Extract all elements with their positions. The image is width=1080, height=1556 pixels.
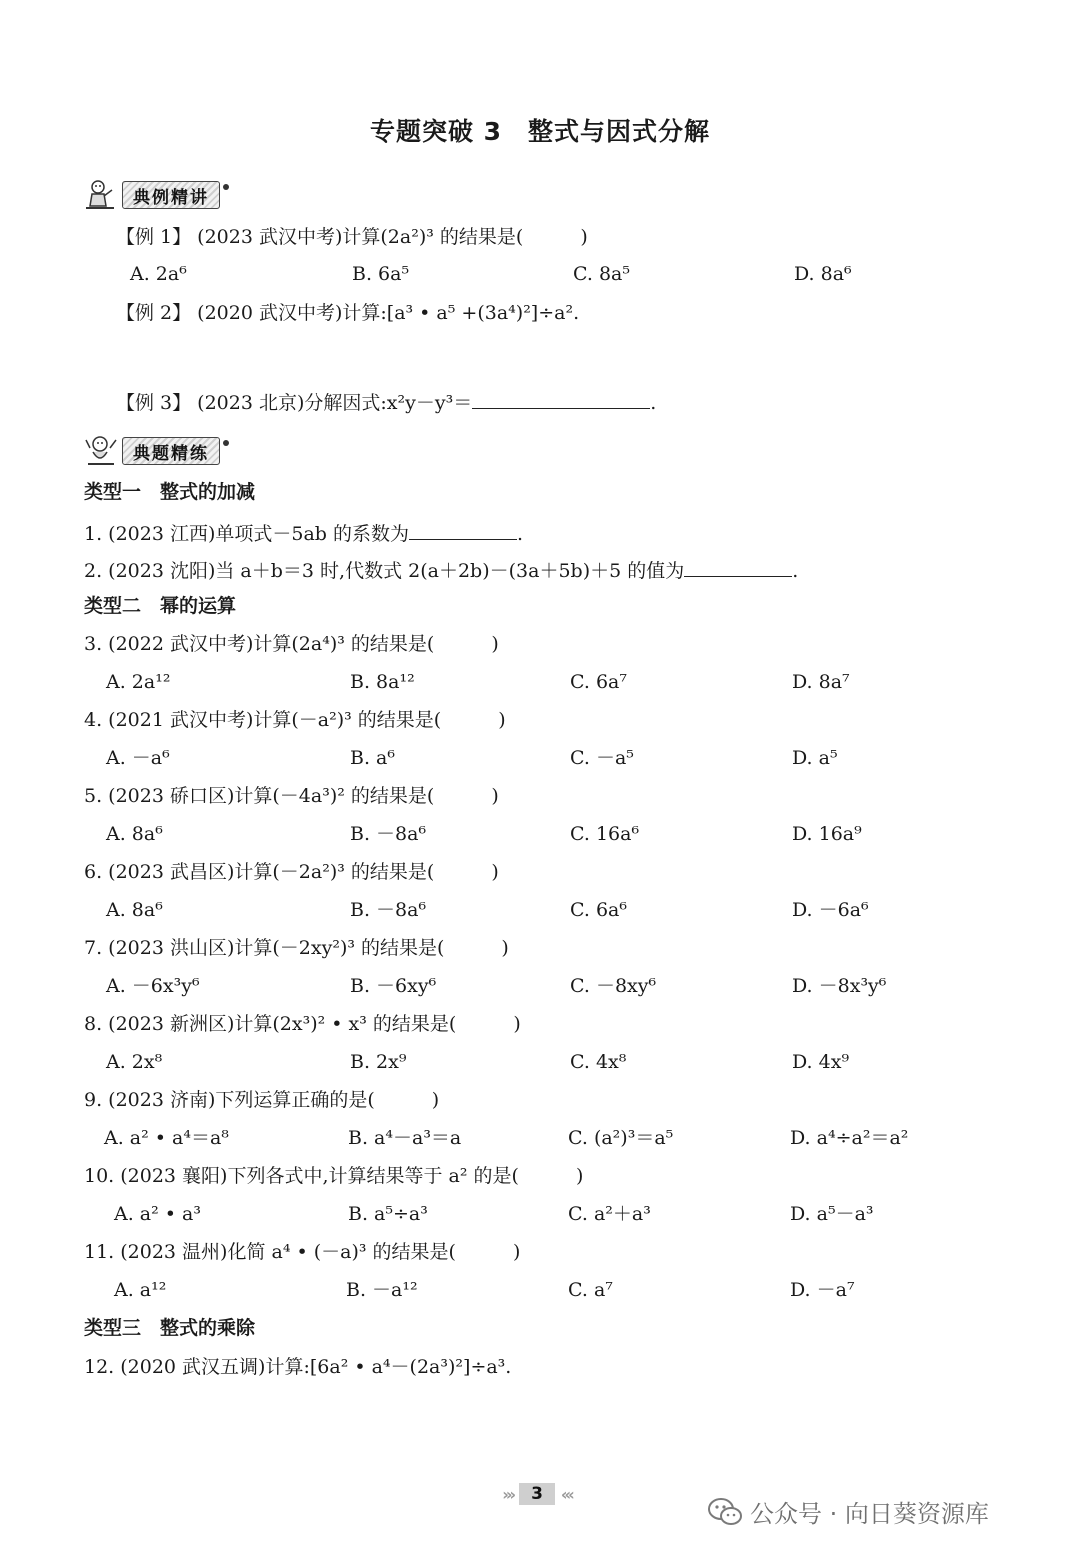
option-a: A. a² • a⁴＝a⁸ — [104, 1127, 229, 1149]
watermark — [708, 1494, 989, 1529]
question-2-prompt: 2. (2023 沈阳)当 a＋b＝3 时,代数式 2(a＋2b)－(3a＋5b)＋5 的值为 — [84, 560, 685, 582]
question-12: 12. (2020 武汉五调)计算:[6a² • a⁴－(2a³)²]÷a³. — [84, 1356, 512, 1378]
option-c: C. 4x⁸ — [570, 1051, 627, 1073]
question-1 — [84, 519, 523, 546]
option-c: C. 16a⁶ — [570, 823, 640, 845]
option-a: A. 2a⁶ — [130, 263, 187, 285]
question-4-options — [106, 746, 866, 770]
option-d: D. －6a⁶ — [792, 899, 869, 921]
question-8: 8. (2023 新洲区)计算(2x³)² • x³ 的结果是( ) — [84, 1013, 521, 1035]
example-3 — [116, 388, 656, 415]
option-c: C. －a⁵ — [570, 747, 634, 769]
option-c: C. a²＋a³ — [568, 1203, 651, 1225]
example-3-end: . — [650, 392, 657, 414]
option-c: C. 8a⁵ — [573, 263, 630, 285]
option-b: B. －8a⁶ — [350, 823, 427, 845]
option-a: A. －a⁶ — [106, 747, 170, 769]
option-c: C. a⁷ — [568, 1279, 613, 1301]
example-1-options — [130, 262, 870, 286]
question-7: 7. (2023 洪山区)计算(－2xy²)³ 的结果是( ) — [84, 937, 509, 959]
mascot-icon — [84, 178, 120, 212]
option-b: B. －a¹² — [346, 1279, 418, 1301]
option-b: B. －6xy⁶ — [350, 975, 437, 997]
section-heading-3: 类型三 整式的乘除 — [84, 1317, 256, 1339]
option-c: C. 6a⁶ — [570, 899, 627, 921]
option-d: D. a⁵ — [792, 747, 838, 769]
question-3: 3. (2022 武汉中考)计算(2a⁴)³ 的结果是( ) — [84, 633, 499, 655]
page-title: 专题突破 3 整式与因式分解 — [369, 117, 711, 146]
practice-badge-label: 典题精练 — [122, 437, 220, 465]
question-10-options — [114, 1202, 904, 1226]
option-a: A. 2a¹² — [106, 671, 171, 693]
option-a: A. 8a⁶ — [106, 899, 163, 921]
examples-badge-label: 典例精讲 — [122, 181, 220, 209]
option-c: C. －8xy⁶ — [570, 975, 657, 997]
option-b: B. 6a⁵ — [352, 263, 410, 285]
option-a: A. a² • a³ — [114, 1203, 201, 1225]
option-d: D. 4x⁹ — [792, 1051, 850, 1073]
option-b: B. －8a⁶ — [350, 899, 427, 921]
section-heading-2: 类型二 幂的运算 — [84, 595, 237, 617]
badge-dot — [223, 184, 229, 190]
question-5-options — [106, 822, 866, 846]
option-c: C. (a²)³＝a⁵ — [568, 1127, 674, 1149]
option-d: D. a⁴÷a²＝a² — [790, 1127, 909, 1149]
option-a: A. a¹² — [114, 1279, 167, 1301]
question-10: 10. (2023 襄阳)下列各式中,计算结果等于 a² 的是( ) — [84, 1165, 584, 1187]
example-2: 【例 2】 (2020 武汉中考)计算:[a³ • a⁵ +(3a⁴)²]÷a². — [116, 302, 580, 324]
option-c: C. 6a⁷ — [570, 671, 627, 693]
option-a: A. 8a⁶ — [106, 823, 163, 845]
question-1-end: . — [517, 523, 524, 545]
wechat-icon — [708, 1497, 742, 1527]
question-5: 5. (2023 硚口区)计算(－4a³)² 的结果是( ) — [84, 785, 499, 807]
option-d: D. 8a⁶ — [794, 263, 852, 285]
question-6-options — [106, 898, 869, 922]
practice-badge — [84, 434, 232, 468]
option-b: B. 2x⁹ — [350, 1051, 407, 1073]
page-number-value: 3 — [519, 1483, 555, 1505]
question-3-options — [106, 670, 866, 694]
question-4: 4. (2021 武汉中考)计算(－a²)³ 的结果是( ) — [84, 709, 506, 731]
question-6: 6. (2023 武昌区)计算(－2a²)³ 的结果是( ) — [84, 861, 499, 883]
answer-blank[interactable] — [684, 556, 792, 577]
question-1-prompt: 1. (2023 江西)单项式－5ab 的系数为 — [84, 523, 410, 545]
chevrons-left-icon: ‹‹‹ — [560, 1484, 572, 1504]
option-b: B. 8a¹² — [350, 671, 415, 693]
question-9-options — [104, 1126, 909, 1150]
question-11-options — [114, 1278, 904, 1302]
option-b: B. a⁴－a³＝a — [348, 1127, 462, 1149]
option-a: A. －6x³y⁶ — [106, 975, 200, 997]
question-7-options — [106, 974, 887, 998]
option-b: B. a⁵÷a³ — [348, 1203, 428, 1225]
option-d: D. －8x³y⁶ — [792, 975, 887, 997]
option-a: A. 2x⁸ — [106, 1051, 163, 1073]
question-9: 9. (2023 济南)下列运算正确的是( ) — [84, 1089, 440, 1111]
section-heading-1: 类型一 整式的加减 — [84, 481, 256, 503]
chevrons-right-icon: ››› — [502, 1484, 514, 1504]
example-1: 【例 1】 (2023 武汉中考)计算(2a²)³ 的结果是( ) — [116, 226, 588, 248]
page-number — [472, 1480, 602, 1508]
option-d: D. a⁵－a³ — [790, 1203, 874, 1225]
example-3-prompt: 【例 3】 (2023 北京)分解因式:x²y－y³＝ — [116, 392, 473, 414]
answer-blank[interactable] — [409, 519, 517, 540]
question-8-options — [106, 1050, 866, 1074]
examples-badge — [84, 178, 232, 212]
option-b: B. a⁶ — [350, 747, 395, 769]
question-2-end: . — [792, 560, 799, 582]
option-d: D. 8a⁷ — [792, 671, 850, 693]
watermark-text: 公众号 · 向日葵资源库 — [750, 1500, 989, 1528]
question-2 — [84, 556, 798, 583]
badge-dot — [223, 440, 229, 446]
answer-blank[interactable] — [472, 388, 650, 409]
option-d: D. 16a⁹ — [792, 823, 862, 845]
mascot-icon — [84, 434, 120, 468]
option-d: D. －a⁷ — [790, 1279, 855, 1301]
question-11: 11. (2023 温州)化简 a⁴ • (－a)³ 的结果是( ) — [84, 1241, 521, 1263]
